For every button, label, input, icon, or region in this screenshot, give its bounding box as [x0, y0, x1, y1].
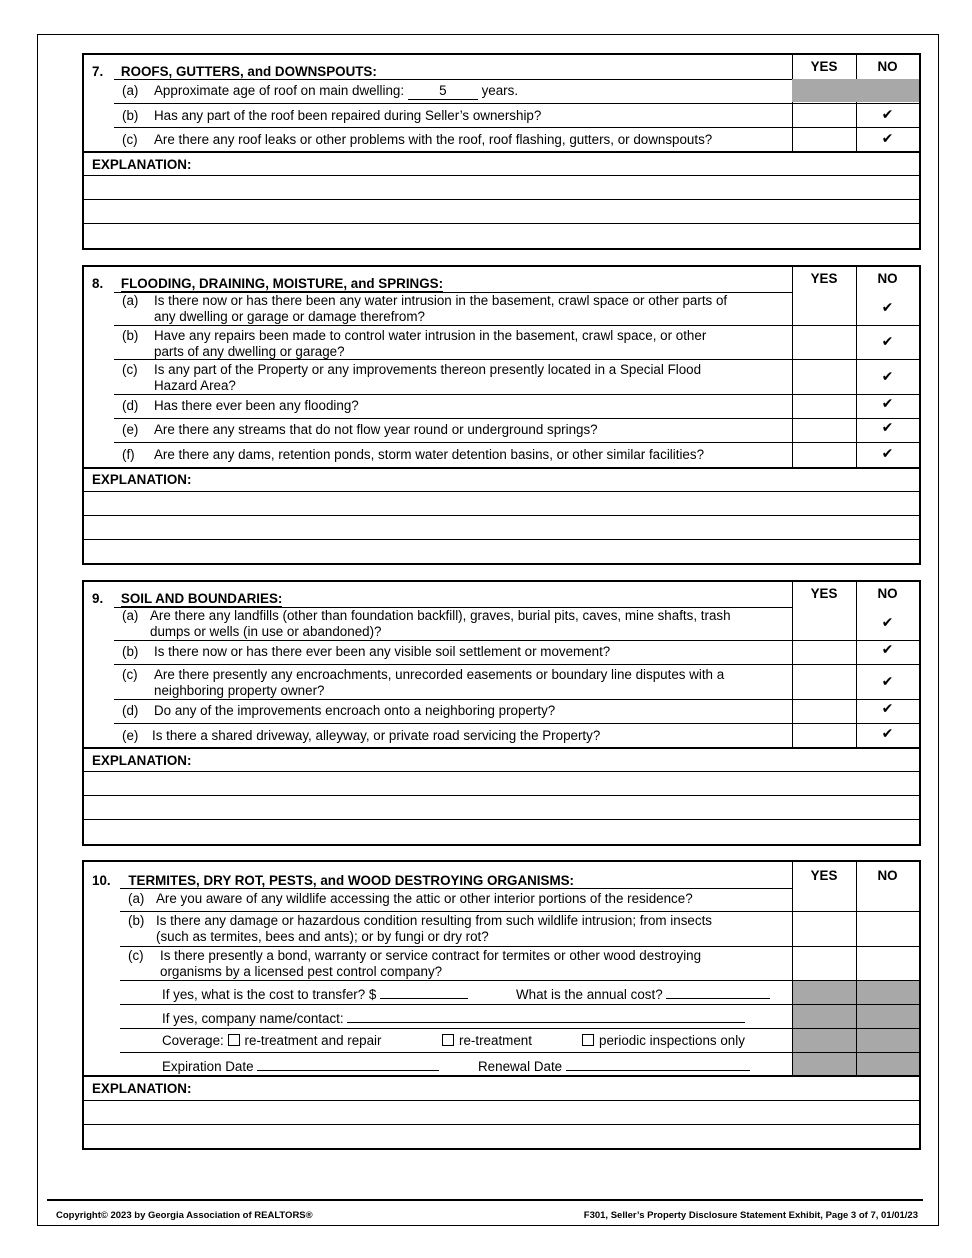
- question-text: Do any of the improvements encroach onto a neighboring property?: [154, 703, 556, 718]
- divider: [856, 980, 857, 1075]
- no-header: NO: [877, 868, 898, 883]
- expiration-line: [162, 1057, 439, 1075]
- explanation-line: [84, 515, 919, 516]
- question-8c: [114, 359, 919, 395]
- no-checkmark[interactable]: ✔: [881, 396, 894, 412]
- question-8a: [114, 292, 919, 325]
- question-text: Are there any landfills (other than foundation backfill), graves, burial pits, caves, mine shafts, trash: [150, 608, 731, 623]
- section-9-soil: [82, 580, 921, 846]
- question-7c: [114, 127, 919, 152]
- no-checkmark[interactable]: ✔: [881, 642, 894, 658]
- question-8e: [114, 418, 919, 443]
- question-text: (such as termites, bees and ants); or by fungi or dry rot?: [156, 929, 489, 944]
- retreatment-repair-checkbox[interactable]: [228, 1034, 240, 1046]
- divider: [84, 151, 919, 153]
- question-10b: [120, 911, 919, 947]
- section-number: 10.: [92, 873, 111, 888]
- question-text: Are there any roof leaks or other problems with the roof, roof flashing, gutters, or downspouts?: [154, 132, 713, 147]
- question-7b: [114, 103, 919, 128]
- roof-age-label: Approximate age of roof on main dwelling:: [154, 83, 405, 98]
- question-8f: [114, 442, 919, 468]
- divider: [84, 1075, 919, 1077]
- question-text: Is there now or has there ever been any visible soil settlement or movement?: [154, 644, 611, 659]
- transfer-cost-label: If yes, what is the cost to transfer? $: [162, 987, 377, 1002]
- renewal-line: [478, 1057, 750, 1075]
- question-letter: (b): [122, 328, 139, 343]
- question-text: Are there any streams that do not flow year round or underground springs?: [154, 422, 598, 437]
- annual-cost-field[interactable]: [666, 985, 770, 999]
- question-letter: (b): [128, 913, 145, 928]
- retreatment-option: [442, 1033, 532, 1049]
- section-title-text: ROOFS, GUTTERS, and DOWNSPOUTS:: [120, 64, 377, 79]
- shaded-cell: [792, 79, 919, 102]
- section-10-termites: [82, 860, 921, 1150]
- question-9e: [114, 723, 919, 748]
- section-number: 7.: [92, 64, 104, 79]
- no-checkmark[interactable]: ✔: [881, 369, 894, 385]
- company-field[interactable]: [347, 1009, 745, 1023]
- question-text: Are there presently any encroachments, unrecorded easements or boundary line disputes with a: [154, 667, 725, 682]
- question-letter: (a): [122, 293, 139, 308]
- question-letter: (f): [122, 447, 135, 462]
- roof-age-field[interactable]: 5: [408, 83, 478, 100]
- inspections-label: periodic inspections only: [599, 1033, 745, 1048]
- question-letter: (a): [128, 891, 145, 906]
- renewal-field[interactable]: [566, 1057, 750, 1071]
- explanation-line: [84, 199, 919, 200]
- question-text: organisms by a licensed pest control company?: [160, 964, 443, 979]
- yes-header: YES: [810, 271, 838, 286]
- section-number: 8.: [92, 276, 104, 291]
- question-text: Has there ever been any flooding?: [154, 398, 359, 413]
- question-letter: (e): [122, 422, 139, 437]
- no-header: NO: [877, 59, 898, 74]
- question-10c: [120, 946, 919, 981]
- divider: [84, 747, 919, 749]
- yes-header: YES: [810, 59, 838, 74]
- explanation-line: [84, 771, 919, 772]
- explanation-line: [84, 223, 919, 224]
- question-text: Is any part of the Property or any improvements thereon presently located in a Special Flood: [154, 362, 702, 377]
- no-checkmark[interactable]: ✔: [881, 420, 894, 436]
- section-title-text: FLOODING, DRAINING, MOISTURE, and SPRINGS:: [120, 276, 444, 291]
- no-header: NO: [877, 271, 898, 286]
- no-checkmark[interactable]: ✔: [881, 107, 894, 123]
- section-8-flooding: [82, 265, 921, 565]
- annual-cost-line: [516, 985, 770, 1003]
- copyright: Copyright© 2023 by Georgia Association of REALTORS®: [56, 1210, 313, 1221]
- question-8d: [114, 394, 919, 419]
- question-text: Hazard Area?: [154, 378, 236, 393]
- question-letter: (c): [122, 362, 138, 377]
- yes-header: YES: [810, 868, 838, 883]
- question-text: Is there now or has there been any water intrusion in the basement, crawl space or other parts of: [154, 293, 728, 308]
- section-title-text: TERMITES, DRY ROT, PESTS, and WOOD DESTROYING ORGANISMS:: [128, 873, 575, 888]
- question-letter: (a): [122, 608, 139, 623]
- explanation-label: EXPLANATION:: [92, 472, 192, 487]
- coverage-options: [162, 1033, 381, 1049]
- form-id: F301, Seller’s Property Disclosure Statement Exhibit, Page 3 of 7, 01/01/23: [583, 1210, 918, 1221]
- no-header: NO: [877, 586, 898, 601]
- section-title: [92, 873, 574, 888]
- question-letter: (b): [122, 644, 139, 659]
- retreatment-repair-label: re-treatment and repair: [244, 1033, 382, 1048]
- explanation-line: [84, 1124, 919, 1125]
- section-title: [92, 64, 377, 79]
- explanation-line: [84, 491, 919, 492]
- question-letter: (b): [122, 108, 139, 123]
- question-text: any dwelling or garage or damage therefrom?: [154, 309, 425, 324]
- no-checkmark[interactable]: ✔: [881, 446, 894, 462]
- inspections-option: [582, 1033, 745, 1049]
- section-title-text: SOIL AND BOUNDARIES:: [120, 591, 283, 606]
- question-letter: (e): [122, 728, 139, 743]
- question-9a: [114, 607, 919, 640]
- expiration-label: Expiration Date: [162, 1059, 254, 1074]
- question-text: [154, 83, 518, 100]
- question-letter: (c): [128, 948, 144, 963]
- question-9d: [114, 699, 919, 724]
- no-checkmark[interactable]: ✔: [881, 701, 894, 717]
- company-line: [162, 1009, 745, 1027]
- question-text: Is there presently a bond, warranty or service contract for termites or other wood destroying: [160, 948, 702, 963]
- explanation-label: EXPLANATION:: [92, 1081, 192, 1096]
- question-text: Has any part of the roof been repaired during Seller’s ownership?: [154, 108, 542, 123]
- transfer-cost-line: [162, 985, 468, 1003]
- explanation-line: [84, 539, 919, 540]
- explanation-line: [84, 175, 919, 176]
- question-9b: [114, 640, 919, 665]
- annual-cost-label: What is the annual cost?: [516, 987, 663, 1002]
- yes-header: YES: [810, 586, 838, 601]
- no-checkmark[interactable]: ✔: [881, 334, 894, 350]
- question-text: Is there any damage or hazardous condition resulting from such wildlife intrusion; from insects: [156, 913, 712, 928]
- inspections-checkbox[interactable]: [582, 1034, 594, 1046]
- footer-rule: [47, 1199, 923, 1201]
- company-label: If yes, company name/contact:: [162, 1011, 344, 1026]
- question-letter: (d): [122, 398, 139, 413]
- no-checkmark[interactable]: ✔: [881, 131, 894, 147]
- section-7-roofs: [82, 53, 921, 250]
- transfer-cost-field[interactable]: [380, 985, 468, 999]
- explanation-line: [84, 819, 919, 820]
- question-text: parts of any dwelling or garage?: [154, 344, 345, 359]
- question-letter: (c): [122, 132, 138, 147]
- expiration-field[interactable]: [257, 1057, 439, 1071]
- question-text: neighboring property owner?: [154, 683, 325, 698]
- renewal-label: Renewal Date: [478, 1059, 563, 1074]
- retreatment-label: re-treatment: [459, 1033, 532, 1048]
- no-checkmark[interactable]: ✔: [881, 300, 894, 316]
- question-10a: [120, 888, 919, 911]
- retreatment-checkbox[interactable]: [442, 1034, 454, 1046]
- years-label: years.: [481, 83, 519, 98]
- question-7a: [84, 79, 919, 103]
- section-number: 9.: [92, 591, 104, 606]
- question-text: Is there a shared driveway, alleyway, or private road servicing the Property?: [152, 728, 601, 743]
- section-title: [92, 276, 443, 291]
- explanation-line: [84, 1100, 919, 1101]
- question-9c: [114, 664, 919, 700]
- question-letter: (d): [122, 703, 139, 718]
- explanation-label: EXPLANATION:: [92, 753, 192, 768]
- question-text: Are you aware of any wildlife accessing the attic or other interior portions of the residence?: [156, 891, 693, 906]
- question-text: Are there any dams, retention ponds, storm water detention basins, or other similar facilities?: [154, 447, 705, 462]
- no-checkmark[interactable]: ✔: [881, 726, 894, 742]
- no-checkmark[interactable]: ✔: [881, 674, 894, 690]
- question-8b: [114, 325, 919, 360]
- explanation-line: [84, 795, 919, 796]
- question-text: Have any repairs been made to control water intrusion in the basement, crawl space, or other: [154, 328, 707, 343]
- no-checkmark[interactable]: ✔: [881, 615, 894, 631]
- question-letter: (a): [122, 83, 139, 98]
- section-title: [92, 591, 282, 606]
- question-letter: (c): [122, 667, 138, 682]
- question-text: dumps or wells (in use or abandoned)?: [150, 624, 382, 639]
- divider: [84, 467, 919, 469]
- explanation-label: EXPLANATION:: [92, 157, 192, 172]
- coverage-label: Coverage:: [162, 1033, 224, 1048]
